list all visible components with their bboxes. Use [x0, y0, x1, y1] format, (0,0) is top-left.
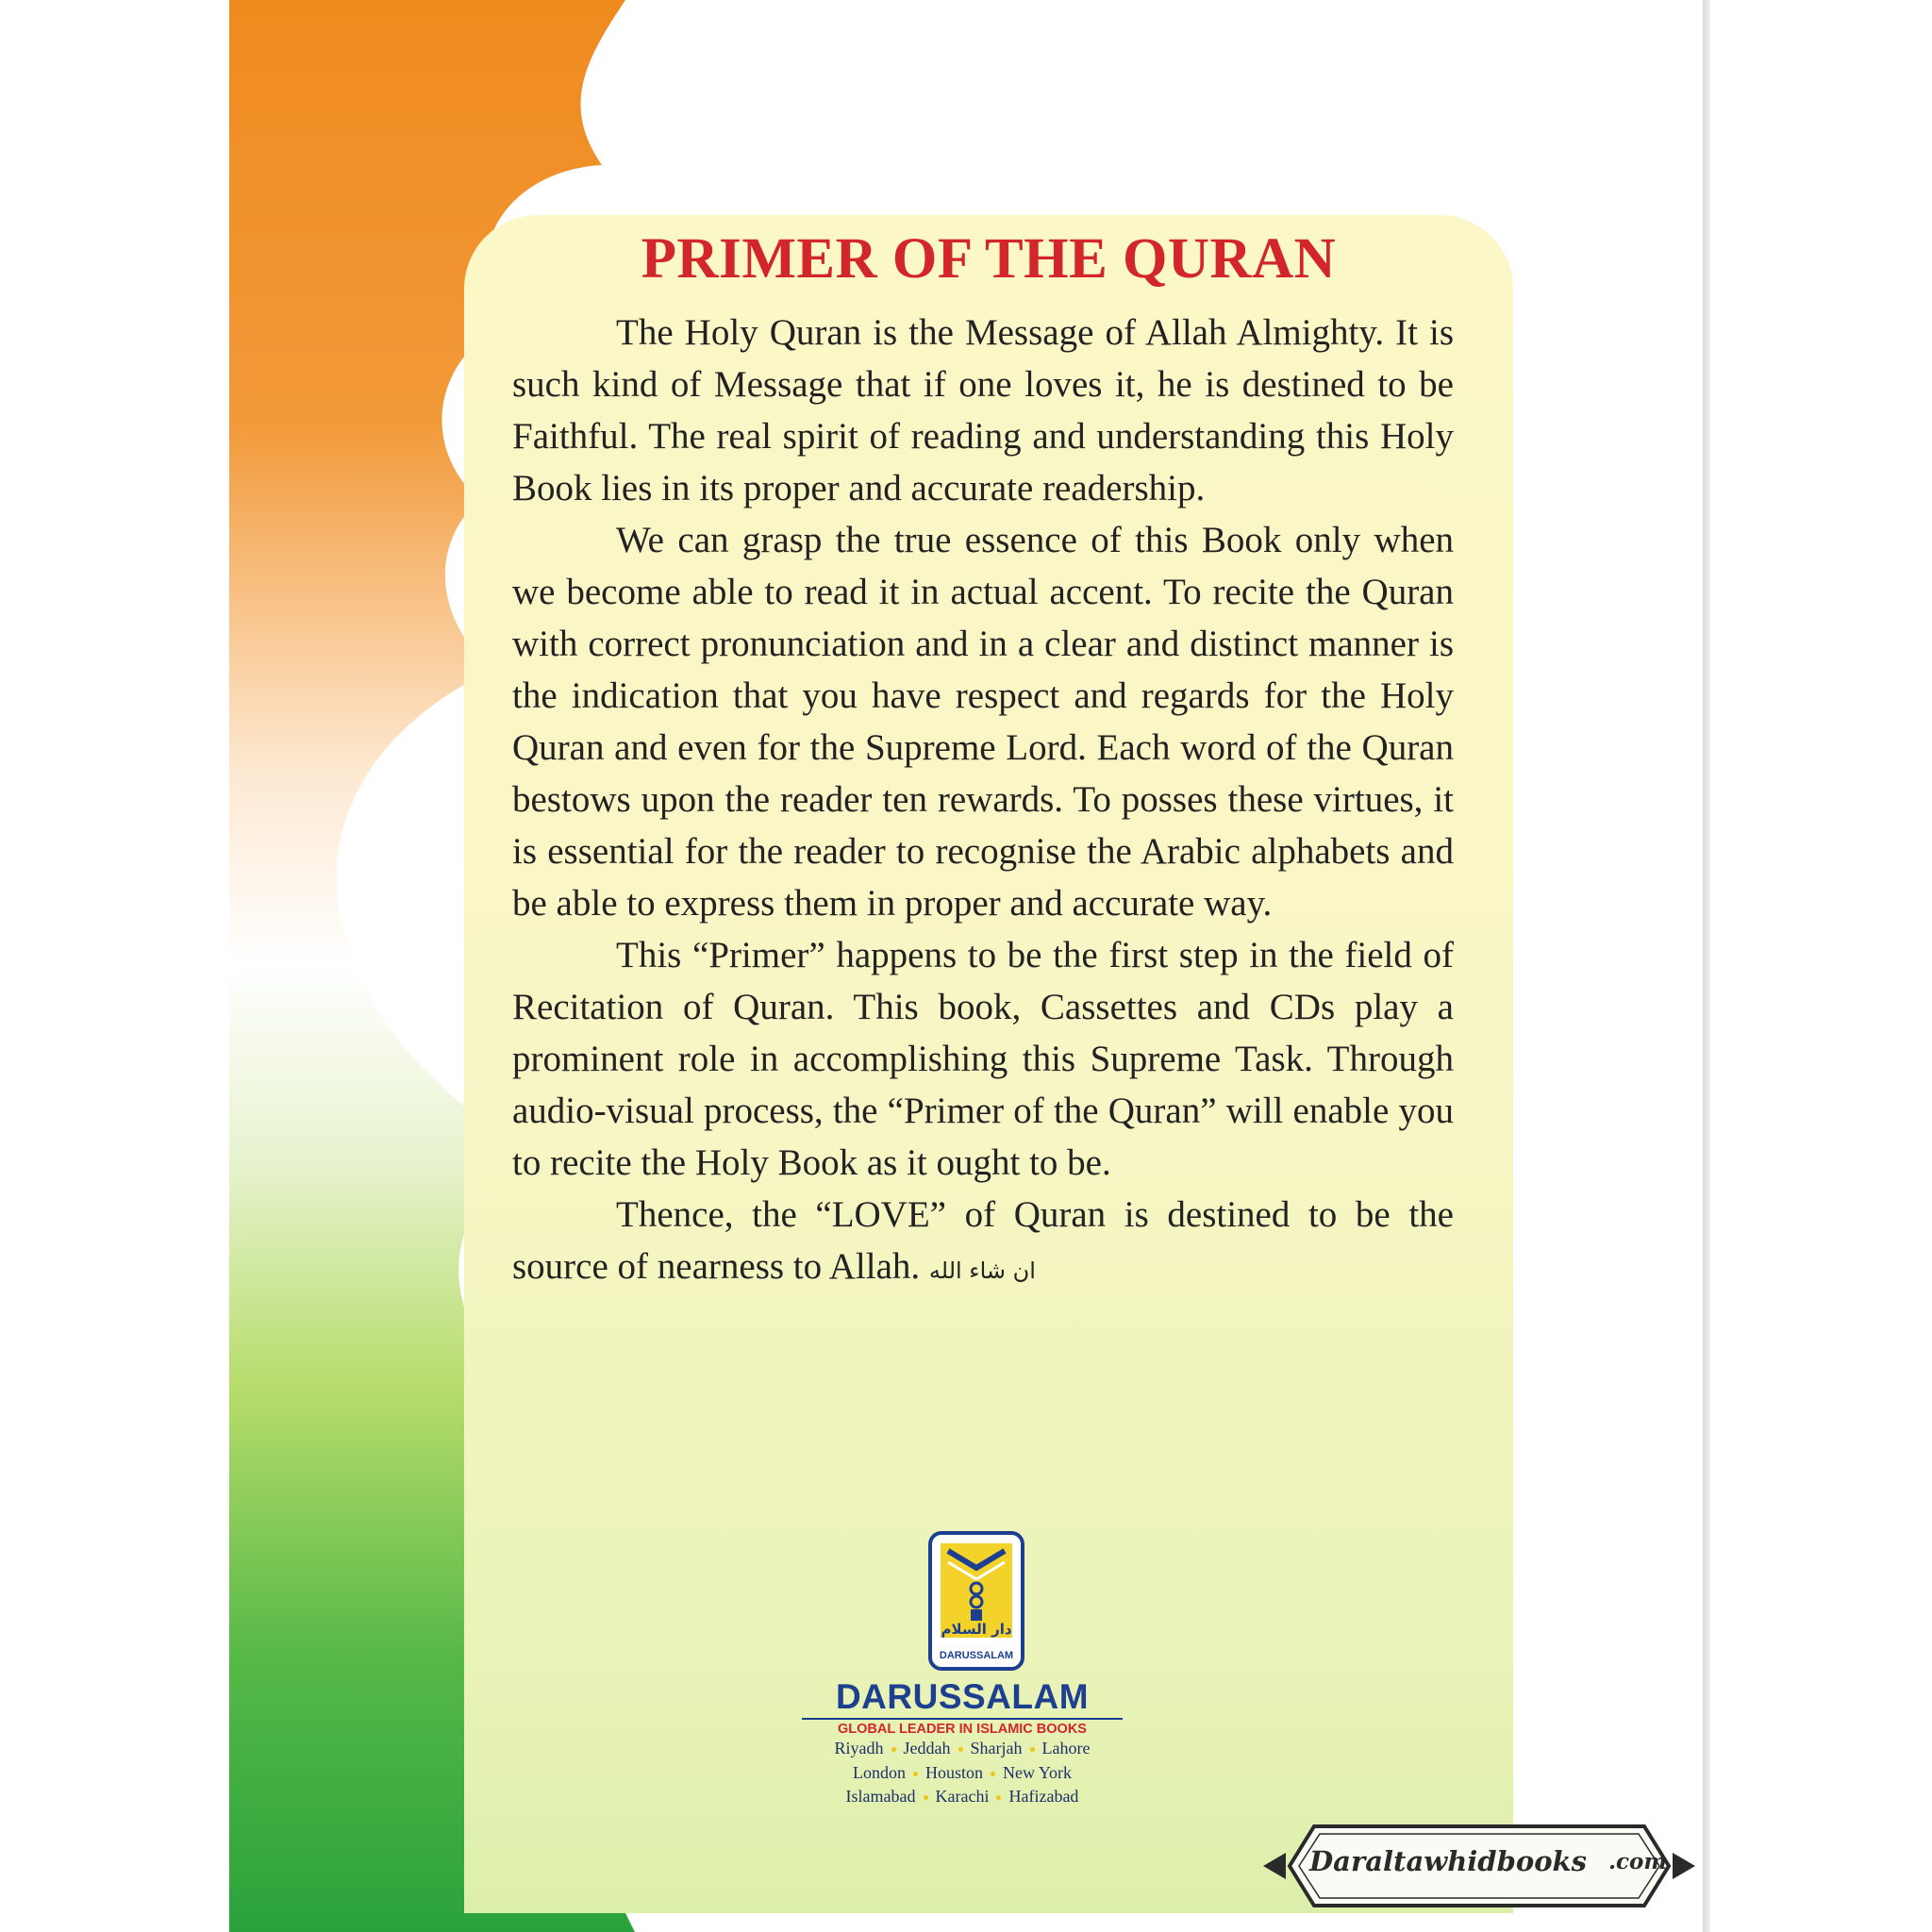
paragraph-2: We can grasp the true essence of this Book only when we become able to read it in actual accent. To recite the Quran with correct pronunciation and in a clear and distinct manner is the indication that you have respect and regards for the Holy Quran and even for the Supreme Lord. Each word of the Quran bestows upon the reader ten rewards. To posses these virtues, it is essential for the reader to recognise the Arabic alphabets and be able to express them in proper and accurate way.: [512, 520, 1454, 924]
city-london: London: [852, 1763, 906, 1782]
city-list-row-1: [774, 1739, 1151, 1758]
darussalam-logo: [927, 1530, 1025, 1672]
city-sharjah: Sharjah: [958, 1739, 1023, 1757]
publisher-name: DARUSSALAM: [835, 1677, 1090, 1716]
page-edge: [1703, 0, 1710, 1932]
paragraph-1: The Holy Quran is the Message of Allah Almighty. It is such kind of Message that if one loves it, he is destined to be Faithful. The real spirit of reading and understanding this Holy Book lies in its proper and accurate readership.: [512, 312, 1454, 508]
city-jeddah: Jeddah: [891, 1739, 951, 1757]
paragraph-3: This “Primer” happens to be the first step in the field of Recitation of Quran. This book, Cassettes and CDs play a prominent role in accomplishing this Supreme Task. Through audio-visual process, the “Primer of the Quran” will enable you to recite the Holy Book as it ought to be.: [512, 935, 1454, 1183]
city-list-row-2: [774, 1763, 1151, 1783]
body-text: [512, 307, 1454, 1297]
paragraph-4: [512, 1189, 1454, 1297]
city-islamabad: Islamabad: [845, 1787, 916, 1806]
publisher-tagline: GLOBAL LEADER IN ISLAMIC BOOKS: [802, 1718, 1123, 1737]
logo-label: DARUSSALAM: [939, 1650, 1014, 1661]
city-lahore: Lahore: [1030, 1739, 1091, 1757]
city-new-york: New York: [991, 1763, 1072, 1782]
page-title: PRIMER OF THE QURAN: [641, 227, 1337, 291]
city-houston: Houston: [913, 1763, 983, 1782]
city-riyadh: Riyadh: [834, 1739, 884, 1757]
logo-arabic: دار السلام: [941, 1621, 1012, 1638]
city-list-row-3: [774, 1787, 1151, 1807]
last-paragraph-text: Thence, the “LOVE” of Quran is destined to be the source of nearness to Allah.: [512, 1194, 1454, 1287]
watermark-suffix: .com: [1608, 1849, 1667, 1874]
city-hafizabad: Hafizabad: [996, 1787, 1078, 1806]
city-karachi: Karachi: [924, 1787, 990, 1806]
watermark-text: Daraltawhidbooks: [1309, 1845, 1587, 1877]
arabic-phrase: ان شاء الله: [928, 1257, 1036, 1284]
